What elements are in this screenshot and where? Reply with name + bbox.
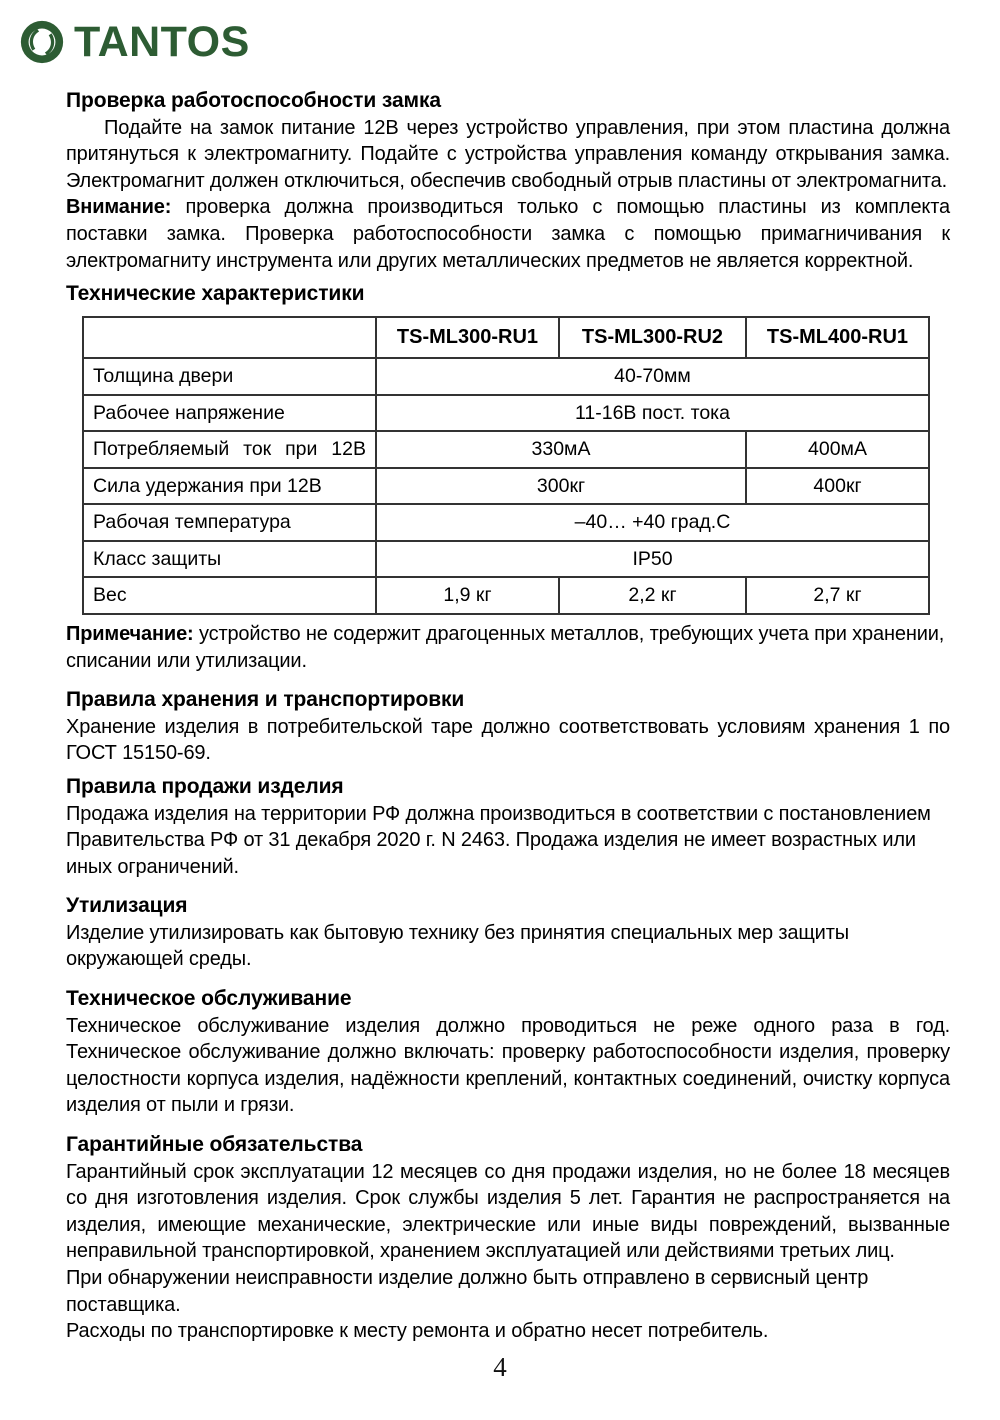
heading-specs: Технические характеристики [66, 282, 365, 306]
table-row [83, 504, 929, 541]
spec-row-value: 40-70мм [376, 358, 929, 395]
tantos-recycle-circle-icon [18, 18, 66, 66]
spec-col-header-blank [83, 317, 376, 358]
table-row [83, 541, 929, 578]
spec-row-value: 11-16В пост. тока [376, 395, 929, 432]
paragraph-warranty-2: При обнаружении неисправности изделие должно быть отправлено в сервисный центр поставщика. [66, 1267, 869, 1316]
warning-lead-label: Внимание: [66, 196, 172, 219]
spec-row-label: Толщина двери [83, 358, 376, 395]
note-lead-label: Примечание: [66, 622, 194, 645]
paragraph-storage: Хранение изделия в потребительской таре должно соответствовать условиям хранения 1 по ГОСТ 15150-69. [66, 715, 950, 765]
spec-row-value: 300кг [376, 468, 746, 505]
paragraph-note [66, 621, 950, 674]
heading-lock-check: Проверка работоспособности замка [66, 89, 441, 112]
brand-name: TANTOS [74, 17, 250, 66]
table-row [83, 468, 929, 505]
spec-row-label: Потребляемый ток при 12В [83, 431, 376, 468]
spec-col-header-ts-ml300-ru1: TS-ML300-RU1 [376, 317, 559, 358]
spec-row-value: 400мА [746, 431, 929, 468]
warning-body-text: проверка должна производиться только с помощью пластины из комплекта поставки замка. Проверка работоспособности замка с помощью примагничивания к электромагниту инструмента или других металлических предметов не является корректной. [66, 196, 950, 272]
table-row [83, 395, 929, 432]
paragraph-sales: Продажа изделия на территории РФ должна производиться в соответствии с постановлением Правительства РФ от 31 декабря 2020 г. N 2463. Продажа изделия не имеет возрастных или иных ограничений. [66, 802, 931, 878]
spec-row-value: 330мА [376, 431, 746, 468]
paragraph-disposal: Изделие утилизировать как бытовую технику без принятия специальных мер защиты окружающей среды. [66, 921, 849, 971]
spec-row-value: 400кг [746, 468, 929, 505]
heading-maintenance: Техническое обслуживание [66, 987, 352, 1011]
spec-table-header-row [83, 317, 929, 358]
spec-row-label: Сила удержания при 12В [83, 468, 376, 505]
table-row [83, 431, 929, 468]
paragraph-warranty-1: Гарантийный срок эксплуатации 12 месяцев со дня продажи изделия, но не более 18 месяцев со дня изготовления изделия. Срок службы изделия 5 лет. Гарантия не распространяется на изделия, имеющие механические, электрические или иные виды повреждений, вызванные неправильной транспортировкой, хранением эксплуатацией или действиями третьих лиц. [66, 1160, 950, 1263]
spec-table [82, 316, 930, 615]
paragraph-lock-check-intro: Подайте на замок питание 12В через устройство управления, при этом пластина должна притянуться к электромагниту. Подайте с устройства управления команду открывания замка. Электромагнит должен отключиться, обеспечив свободный отрыв пластины от электромагнита. [66, 116, 950, 192]
paragraph-warranty-3: Расходы по транспортировке к месту ремонта и обратно несет потребитель. [66, 1320, 769, 1343]
brand-logo [18, 18, 250, 66]
spec-col-header-ts-ml300-ru2: TS-ML300-RU2 [559, 317, 746, 358]
spec-row-label: Рабочая температура [83, 504, 376, 541]
spec-row-value: 2,2 кг [559, 577, 746, 614]
spec-row-value: 1,9 кг [376, 577, 559, 614]
spec-col-header-ts-ml400-ru1: TS-ML400-RU1 [746, 317, 929, 358]
paragraph-maintenance: Техническое обслуживание изделия должно проводиться не реже одного раза в год. Техническое обслуживание должно включать: проверку работоспособности изделия, проверку целостности корпуса изделия, надёжности креплений, контактных соединений, очистку корпуса изделия от пыли и грязи. [66, 1014, 950, 1117]
table-row [83, 577, 929, 614]
heading-warranty: Гарантийные обязательства [66, 1133, 363, 1157]
spec-row-label: Вес [83, 577, 376, 614]
spec-row-value: IP50 [376, 541, 929, 578]
heading-storage: Правила хранения и транспортировки [66, 688, 465, 712]
table-row [83, 358, 929, 395]
spec-row-value: 2,7 кг [746, 577, 929, 614]
spec-row-label: Рабочее напряжение [83, 395, 376, 432]
document-body [66, 88, 950, 1345]
page-number: 4 [493, 1352, 507, 1382]
spec-row-label: Класс защиты [83, 541, 376, 578]
spec-row-value: –40… +40 град.С [376, 504, 929, 541]
heading-sales: Правила продажи изделия [66, 774, 344, 798]
heading-disposal: Утилизация [66, 894, 188, 918]
paragraph-lock-check-warning [66, 194, 950, 274]
note-body-text: устройство не содержит драгоценных металлов, требующих учета при хранении, списании или утилизации. [66, 622, 945, 672]
